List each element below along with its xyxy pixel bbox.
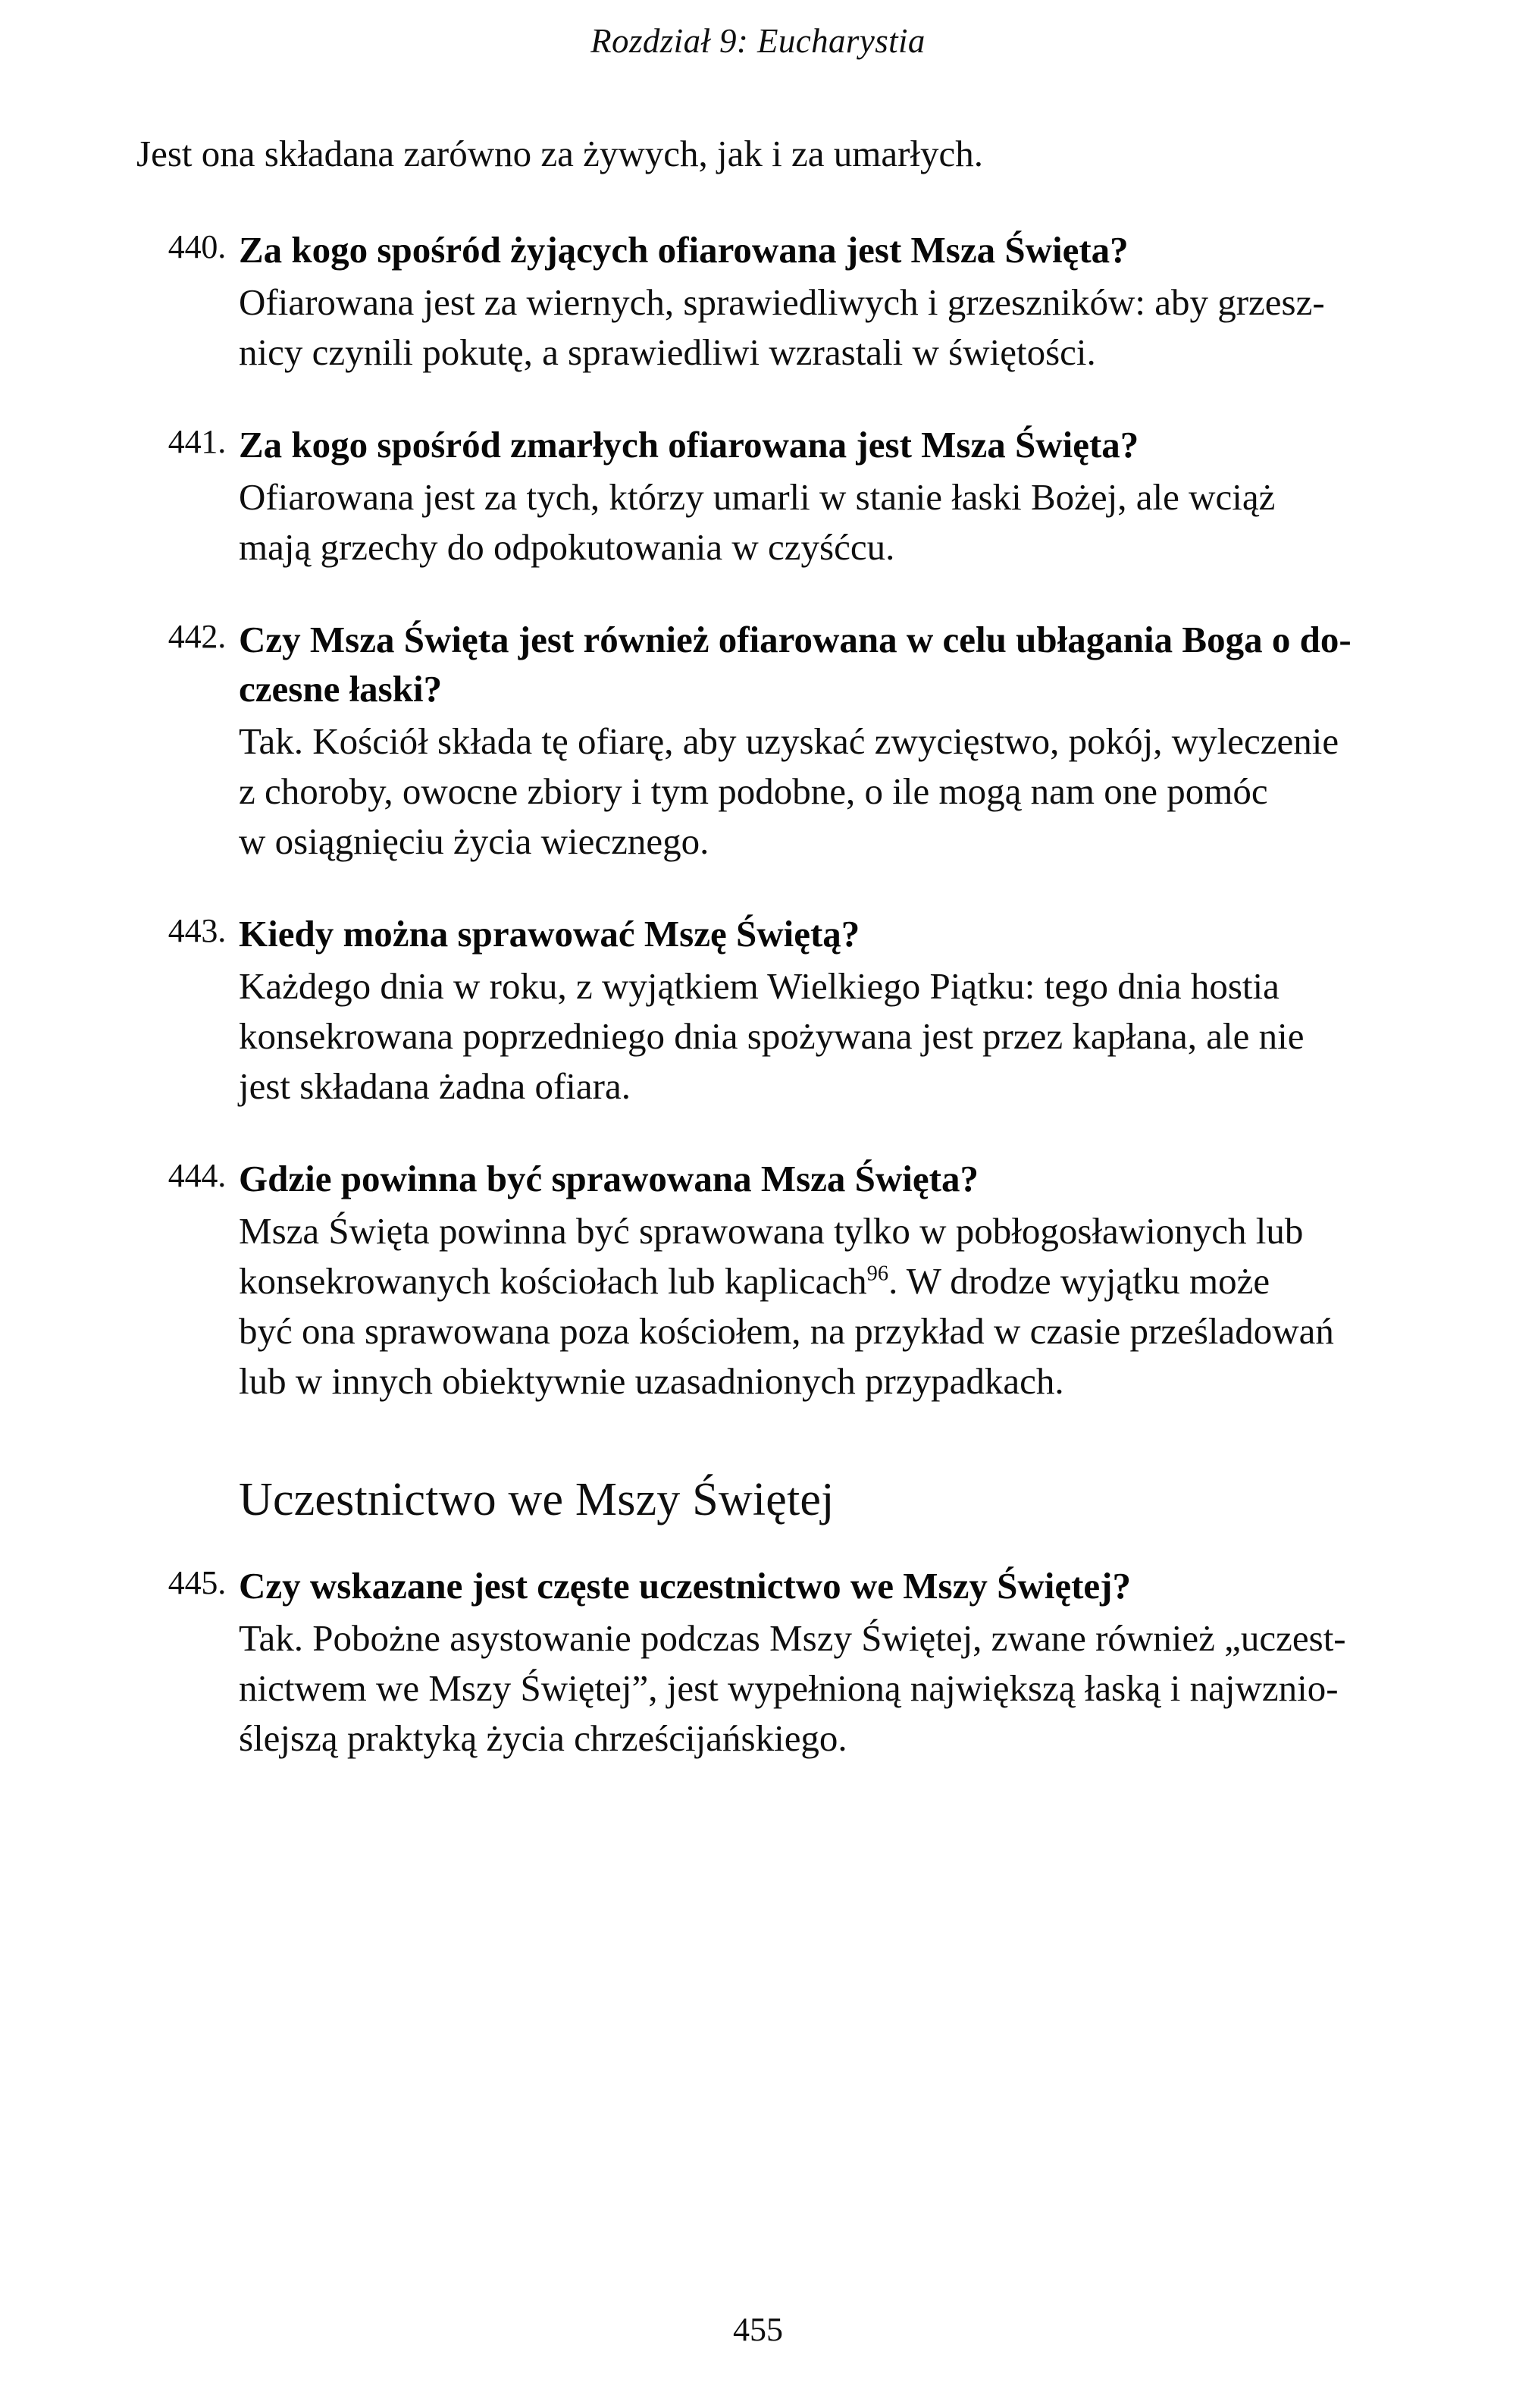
answer-line: nicy czynili pokutę, a sprawiedliwi wzrastali w świętości. — [239, 331, 1096, 374]
qa-item-440 — [136, 225, 1395, 378]
qa-question: Czy wskazane jest częste uczestnictwo we Mszy Świętej? — [239, 1564, 1131, 1607]
qa-answer — [239, 1613, 1395, 1764]
text-column — [136, 129, 1395, 1801]
answer-line: Ofiarowana jest za wiernych, sprawiedliwych i grzeszników: aby grzesz- — [239, 281, 1325, 324]
answer-line: z choroby, owocne zbiory i tym podobne, o ile mogą nam one pomóc — [239, 770, 1268, 813]
answer-line: Każdego dnia w roku, z wyjątkiem Wielkiego Piątku: tego dnia hostia — [239, 965, 1280, 1008]
answer-line: Msza Święta powinna być sprawowana tylko w pobłogosławionych lub — [239, 1210, 1304, 1252]
answer-line: jest składana żadna ofiara. — [239, 1064, 631, 1107]
qa-item-445 — [136, 1561, 1395, 1764]
footnote-marker: 96 — [866, 1262, 889, 1286]
answer-line-with-footnote: konsekrowanych kościołach lub kaplicach$^{96}$. W drodze wyjątku może — [239, 1259, 1270, 1302]
answer-line: Ofiarowana jest za tych, którzy umarli w stanie łaski Bożej, ale wciąż — [239, 476, 1276, 519]
qa-answer — [239, 961, 1395, 1112]
qa-question — [239, 615, 1395, 713]
qa-number: 440. — [168, 228, 226, 266]
qa-number: 444. — [168, 1156, 226, 1194]
answer-line: Tak. Pobożne asystowanie podczas Mszy Świętej, zwane również „uczest- — [239, 1617, 1346, 1660]
qa-answer — [239, 277, 1395, 378]
lead-paragraph: Jest ona składana zarówno za żywych, jak i za umarłych. — [136, 133, 984, 174]
answer-line: lub w innych obiektywnie uzasadnionych przypadkach. — [239, 1359, 1064, 1402]
qa-question: Gdzie powinna być sprawowana Msza Święta? — [239, 1157, 979, 1199]
qa-answer — [239, 716, 1395, 867]
qa-answer — [239, 1206, 1395, 1406]
qa-item-444 — [136, 1154, 1395, 1406]
qa-number: 441. — [168, 423, 226, 461]
running-head: Rozdział 9: Eucharystia — [590, 22, 926, 60]
qa-question: Kiedy można sprawować Mszę Świętą? — [239, 913, 860, 955]
page-number: 455 — [733, 2311, 783, 2348]
qa-number: 445. — [168, 1563, 226, 1601]
qa-item-442 — [136, 615, 1395, 867]
answer-line: ślejszą praktyką życia chrześcijańskiego. — [239, 1717, 847, 1759]
answer-line: Tak. Kościół składa tę ofiarę, aby uzyskać zwycięstwo, pokój, wyleczenie — [239, 720, 1339, 763]
qa-question: Za kogo spośród żyjących ofiarowana jest Msza Święta? — [239, 229, 1129, 271]
answer-line: być ona sprawowana poza kościołem, na przykład w czasie prześladowań — [239, 1309, 1334, 1352]
qa-item-441 — [136, 420, 1395, 572]
answer-line: w osiągnięciu życia wiecznego. — [239, 820, 709, 863]
answer-line: konsekrowana poprzedniego dnia spożywana jest przez kapłana, ale nie — [239, 1015, 1305, 1058]
answer-line-text: W drodze wyjątku może — [906, 1259, 1270, 1302]
answer-line: nictwem we Mszy Świętej”, jest wypełnioną największą łaską i najwznio- — [239, 1667, 1339, 1709]
question-line: Czy Msza Święta jest również ofiarowana w celu ubłagania Boga o do- — [239, 619, 1352, 661]
qa-number: 443. — [168, 912, 226, 950]
answer-line: mają grzechy do odpokutowania w czyśćcu. — [239, 526, 895, 569]
section-heading: Uczestnictwo we Mszy Świętej — [239, 1473, 835, 1525]
question-line: czesne łaski? — [239, 668, 443, 710]
qa-answer — [239, 472, 1395, 572]
qa-number: 442. — [168, 618, 226, 656]
qa-question: Za kogo spośród zmarłych ofiarowana jest Msza Święta? — [239, 424, 1139, 466]
answer-line-text: konsekrowanych kościołach lub kaplicach — [239, 1259, 867, 1302]
qa-item-443 — [136, 909, 1395, 1112]
